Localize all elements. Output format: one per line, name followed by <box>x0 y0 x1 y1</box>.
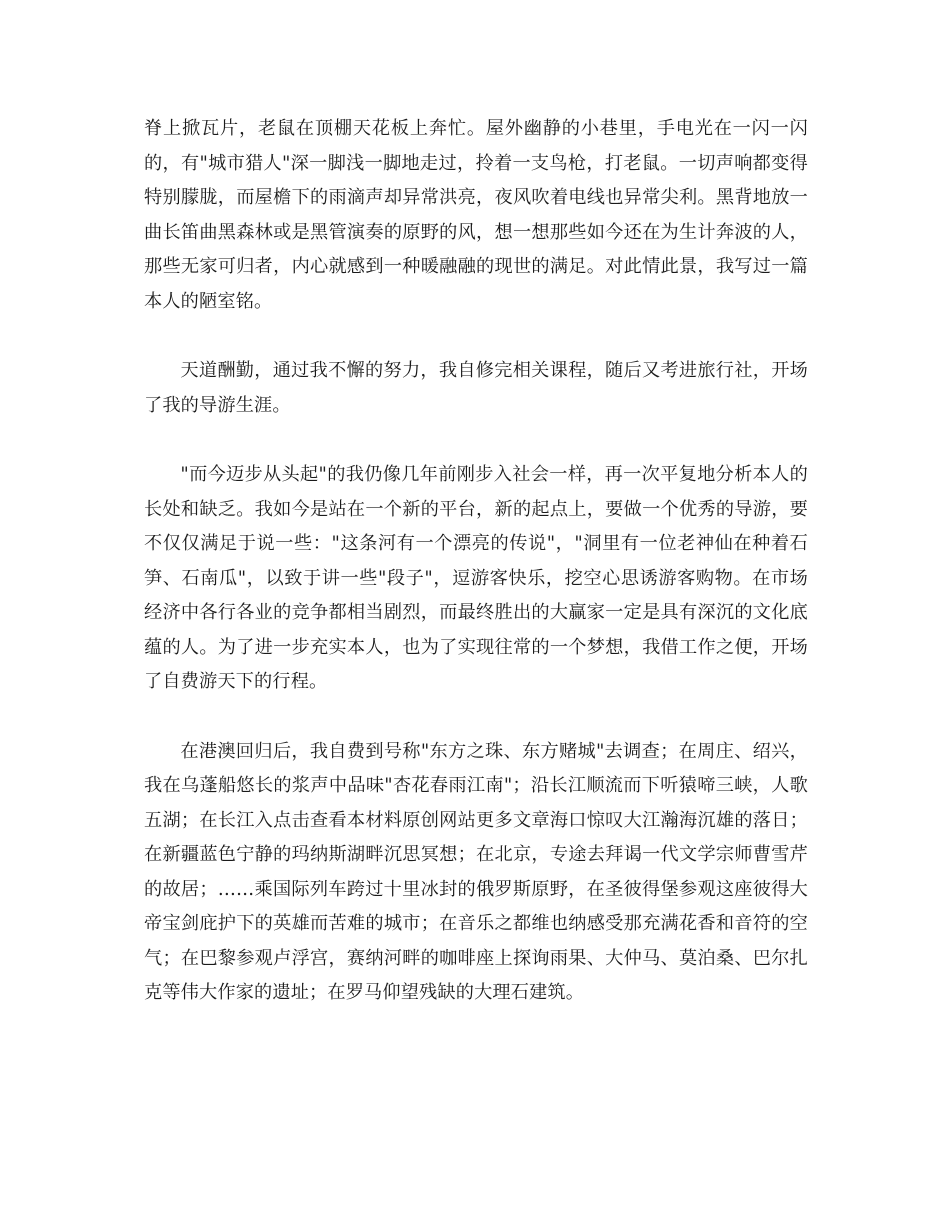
paragraph-2: 天道酬勤，通过我不懈的努力，我自修完相关课程，随后又考进旅行社，开场了我的导游生涯。 <box>144 360 808 416</box>
paragraph-4: 在港澳回归后，我自费到号称"东方之珠、东方赌城"去调查；在周庄、绍兴，我在乌蓬船悠长的浆声中品味"杏花春雨江南"；沿长江顺流而下听猿啼三峡，人歌五湖；在长江入点击查看本材料原创网站更多文章海口惊叹大江瀚海沉雄的落日；在新疆蓝色宁静的玛纳斯湖畔沉思冥想；在北京，专途去拜谒一代文学宗师曹雪芹的故居；……乘国际列车跨过十里冰封的俄罗斯原野，在圣彼得堡参观这座彼得大帝宝剑庇护下的英雄而苦难的城市；在音乐之都维也纳感受那充满花香和音符的空气；在巴黎参观卢浮宫，赛纳河畔的咖啡座上探询雨果、大仲马、莫泊桑、巴尔扎克等伟大作家的遗址；在罗马仰望残缺的大理石建筑。 <box>144 740 808 1003</box>
document-body <box>144 112 808 1011</box>
paragraph-gap <box>144 423 808 458</box>
paragraph-3: "而今迈步从头起"的我仍像几年前刚步入社会一样，再一次平复地分析本人的长处和缺乏。我如今是站在一个新的平台，新的起点上，要做一个优秀的导游，要不仅仅满足于说一些："这条河有一个漂亮的传说"，"洞里有一位老神仙在种着石笋、石南瓜"，以致于讲一些"段子"，逗游客快乐，挖空心思诱游客购物。在市场经济中各行各业的竞争都相当剧烈，而最终胜出的大赢家一定是具有深沉的文化底蕴的人。为了进一步充实本人，也为了实现往常的一个梦想，我借工作之便，开场了自费游天下的行程。 <box>144 464 808 692</box>
paragraph-gap <box>144 700 808 735</box>
paragraph-gap <box>144 319 808 354</box>
paragraph-1: 脊上掀瓦片，老鼠在顶棚天花板上奔忙。屋外幽静的小巷里，手电光在一闪一闪的，有"城市猎人"深一脚浅一脚地走过，拎着一支鸟枪，打老鼠。一切声响都变得特别朦胧，而屋檐下的雨滴声却异常洪亮，夜风吹着电线也异常尖利。黑背地放一曲长笛曲黑森林或是黑管演奏的原野的风，想一想那些如今还在为生计奔波的人，那些无家可归者，内心就感到一种暖融融的现世的满足。对此情此景，我写过一篇本人的陋室铭。 <box>144 118 808 312</box>
